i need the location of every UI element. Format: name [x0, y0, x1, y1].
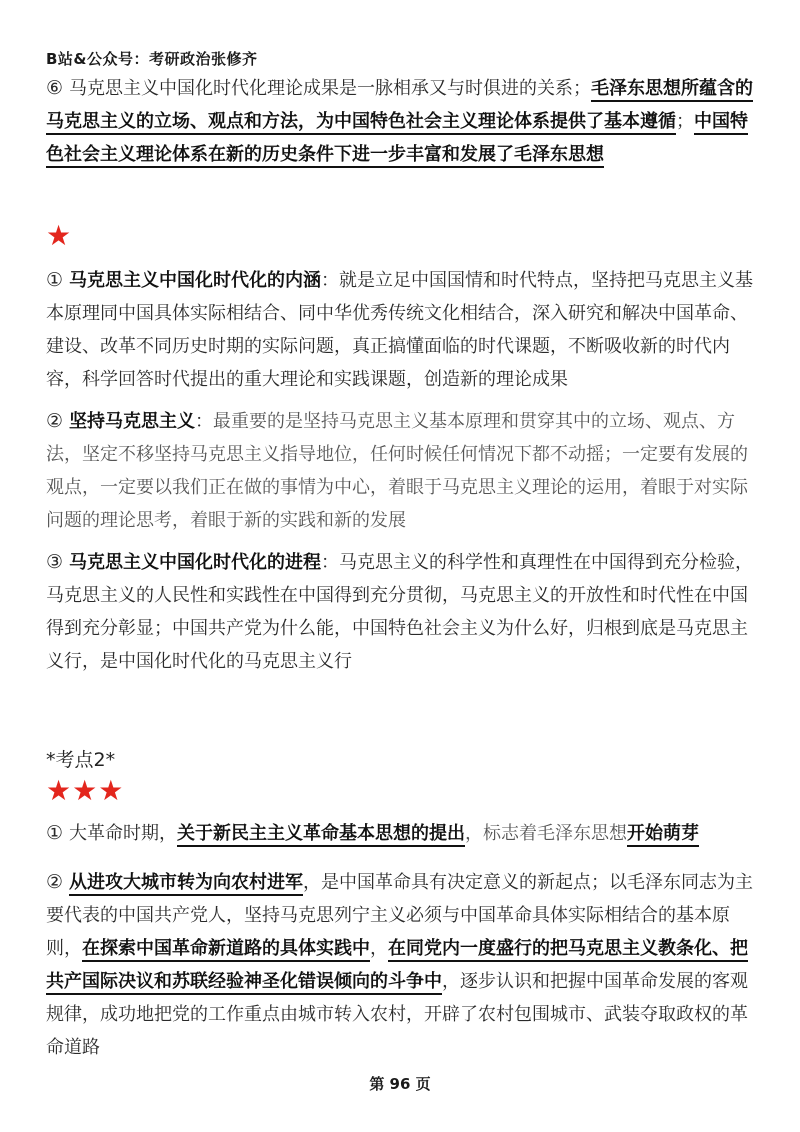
highlight-text: 毛泽东思想所蕴含的马克思主义的立场、观点和方法，为中国特色社会主义理论体系提供了基本遵循 [46, 78, 753, 135]
plain-text: ，逐步认识和把握中国革命发展的客观规律，成功地把党的工作重点由城市转入农村，开辟了农村包围城市、武装夺取政权的革命道路 [46, 971, 748, 1058]
list-item [46, 264, 758, 396]
item-title: 坚持马克思主义 [69, 411, 196, 432]
highlight-text: 在同党内一度盛行的把马克思主义教条化、把共产国际决议和苏联经验神圣化错误倾向的斗争中 [46, 938, 748, 995]
item-text: 就是立足中国国情和时代特点，坚持把马克思主义基本原理同中国具体实际相结合、同中华优秀传统文化相结合，深入研究和解决中国革命、建设、改革不同历史时期的实际问题，真正搞懂面临的时代课题，不断吸收新的时代内容，科学回答时代提出的重大理论和实践课题，创造新的理论成果 [46, 270, 754, 390]
list-item [46, 405, 758, 537]
section-6 [46, 72, 758, 171]
plain-text: ，标志着毛泽东思想 [465, 823, 628, 844]
plain-text: ，是中国革命具有决定意义的新起点；以毛泽东同志为主要代表的中国共产党人，坚持马克思列宁主义必须与中国革命具体实际相结合的基本原则， [46, 872, 754, 959]
separator: ； [676, 111, 694, 132]
page-number: 第 96 页 [369, 1075, 431, 1093]
item-number: ② [46, 410, 64, 432]
plain-text: 大革命时期， [69, 823, 178, 844]
importance-stars: ★ [46, 219, 73, 252]
highlight-text: 关于新民主主义革命基本思想的提出 [177, 823, 465, 847]
highlight-text: 开始萌芽 [627, 823, 699, 847]
item-text: 马克思主义的科学性和真理性在中国得到充分检验，马克思主义的人民性和实践性在中国得到充分贯彻，马克思主义的开放性和时代性在中国得到充分彰显；中国共产党为什么能，中国特色社会主义为什么好，归根到底是马克思主义行，是中国化时代化的马克思主义行 [46, 552, 754, 672]
list-item [46, 866, 758, 1064]
plain-text: 马克思主义中国化时代化理论成果是一脉相承又与时俱进的关系； [69, 78, 592, 99]
item-text: 最重要的是坚持马克思主义基本原理和贯穿其中的立场、观点、方法，坚定不移坚持马克思主义指导地位，任何时候任何情况下都不动摇；一定要有发展的观点，一定要以我们正在做的事情为中心，着眼于马克思主义理论的运用，着眼于对实际问题的理论思考，着眼于新的实践和新的发展 [46, 411, 748, 531]
highlight-text: 从进攻大城市转为向农村进军 [69, 872, 303, 896]
plain-text: ， [370, 938, 388, 959]
importance-stars: ★★★ [46, 774, 125, 807]
separator: ： [321, 270, 340, 291]
point-label: *考点2* [46, 749, 116, 771]
source-header: B站&公众号：考研政治张修齐 [46, 50, 258, 68]
item-number: ① [46, 269, 64, 291]
item-number: ① [46, 822, 64, 844]
list-item [46, 817, 758, 850]
highlight-text: 在探索中国革命新道路的具体实践中 [82, 938, 370, 962]
item-number: ③ [46, 551, 64, 573]
list-item [46, 546, 758, 678]
highlight-text: 中国特色社会主义理论体系在新的历史条件下进一步丰富和发展了毛泽东思想 [46, 111, 748, 168]
item-title: 马克思主义中国化时代化的进程 [69, 552, 322, 573]
item-number: ② [46, 871, 64, 893]
separator: ： [195, 411, 214, 432]
item-title: 马克思主义中国化时代化的内涵 [69, 270, 322, 291]
item-number: ⑥ [46, 77, 64, 99]
separator: ： [321, 552, 340, 573]
